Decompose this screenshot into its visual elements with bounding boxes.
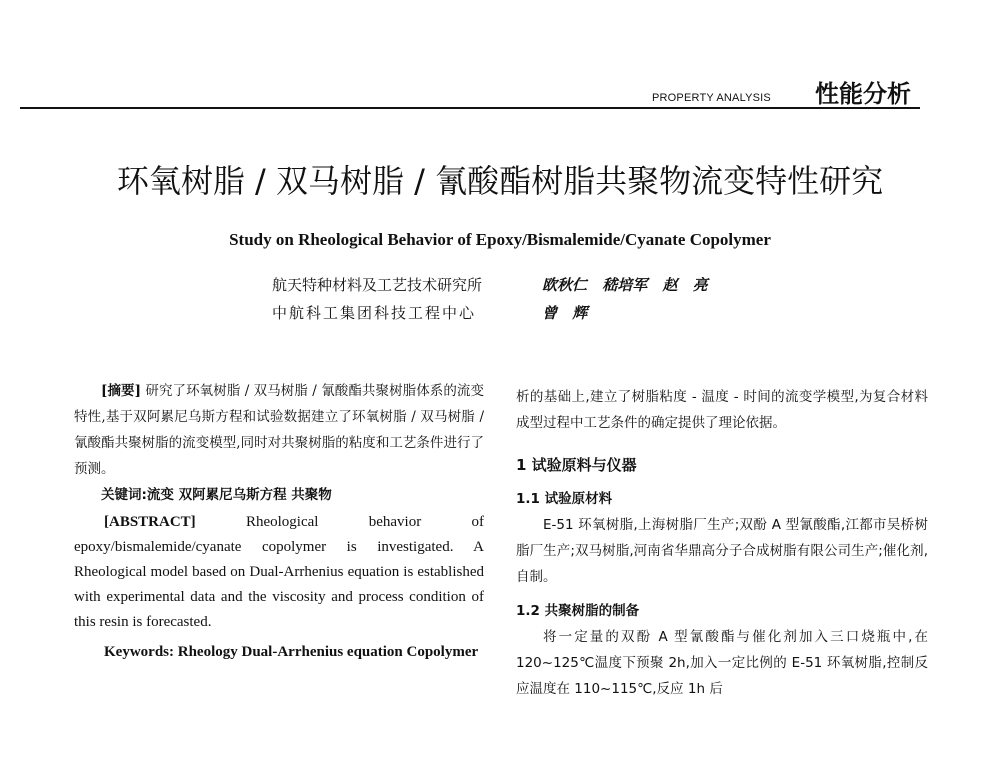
subsection-1-2-text: 将一定量的双酚 A 型氰酸酯与催化剂加入三口烧瓶中,在 120~125℃温度下预聚 2h,加入一定比例的 E-51 环氧树脂,控制反应温度在 110~115℃,反应 1h 后 — [516, 629, 928, 697]
keywords-cn: 关键词:流变 双阿累尼乌斯方程 共聚物 — [101, 487, 332, 503]
authors-2: 曾 辉 — [542, 304, 588, 322]
header-rule — [20, 107, 920, 109]
affiliation-2: 中航科工集团科技工程中心 — [272, 304, 477, 322]
header-section-cn: 性能分析 — [815, 80, 911, 108]
affiliation-1: 航天特种材料及工艺技术研究所 — [272, 276, 483, 294]
abstract-en — [74, 510, 484, 635]
section-1-heading: 1 试验原料与仪器 — [516, 456, 637, 474]
subsection-1-1-text: E-51 环氧树脂,上海树脂厂生产;双酚 A 型氰酸酯,江都市吴桥树脂厂生产;双马树脂,河南省华鼎高分子合成树脂有限公司生产;催化剂,自制。 — [516, 517, 928, 585]
keywords-en: Keywords: Rheology Dual-Arrhenius equation Copolymer — [104, 644, 479, 660]
paper-title-en: Study on Rheological Behavior of Epoxy/Bismalemide/Cyanate Copolymer — [229, 230, 771, 249]
subsection-1-1-heading: 1.1 试验原材料 — [516, 491, 613, 507]
intro-continuation: 析的基础上,建立了树脂粘度 - 温度 - 时间的流变学模型,为复合材料成型过程中工艺条件的确定提供了理论依据。 — [516, 389, 928, 431]
abstract-cn-text: 研究了环氧树脂 / 双马树脂 / 氰酸酯共聚树脂体系的流变特性,基于双阿累尼乌斯方程和试验数据建立了环氧树脂 / 双马树脂 / 氰酸酯共聚树脂的流变模型,同时对共聚树脂的粘度和工艺条件进行了预测。 — [74, 383, 485, 477]
paper-title-cn: 环氧树脂 / 双马树脂 / 氰酸酯树脂共聚物流变特性研究 — [116, 162, 884, 200]
header-section-en: PROPERTY ANALYSIS — [652, 92, 771, 104]
abstract-cn-label: [摘要] — [101, 383, 141, 399]
abstract-en-text: Rheological behavior of epoxy/bismalemide/cyanate copolymer is investigated. A Rheological model based on Dual-Arrhenius equation is established with experimental data and the viscosity and process condition of this resin is forecasted. — [74, 514, 484, 630]
abstract-cn — [74, 378, 484, 482]
abstract-en-label: [ABSTRACT] — [104, 514, 196, 530]
body-column — [516, 384, 928, 702]
authors-1: 欧秋仁 嵇培军 赵 亮 — [542, 276, 708, 294]
abstract-column — [74, 378, 484, 665]
subsection-1-2-heading: 1.2 共聚树脂的制备 — [516, 603, 640, 619]
